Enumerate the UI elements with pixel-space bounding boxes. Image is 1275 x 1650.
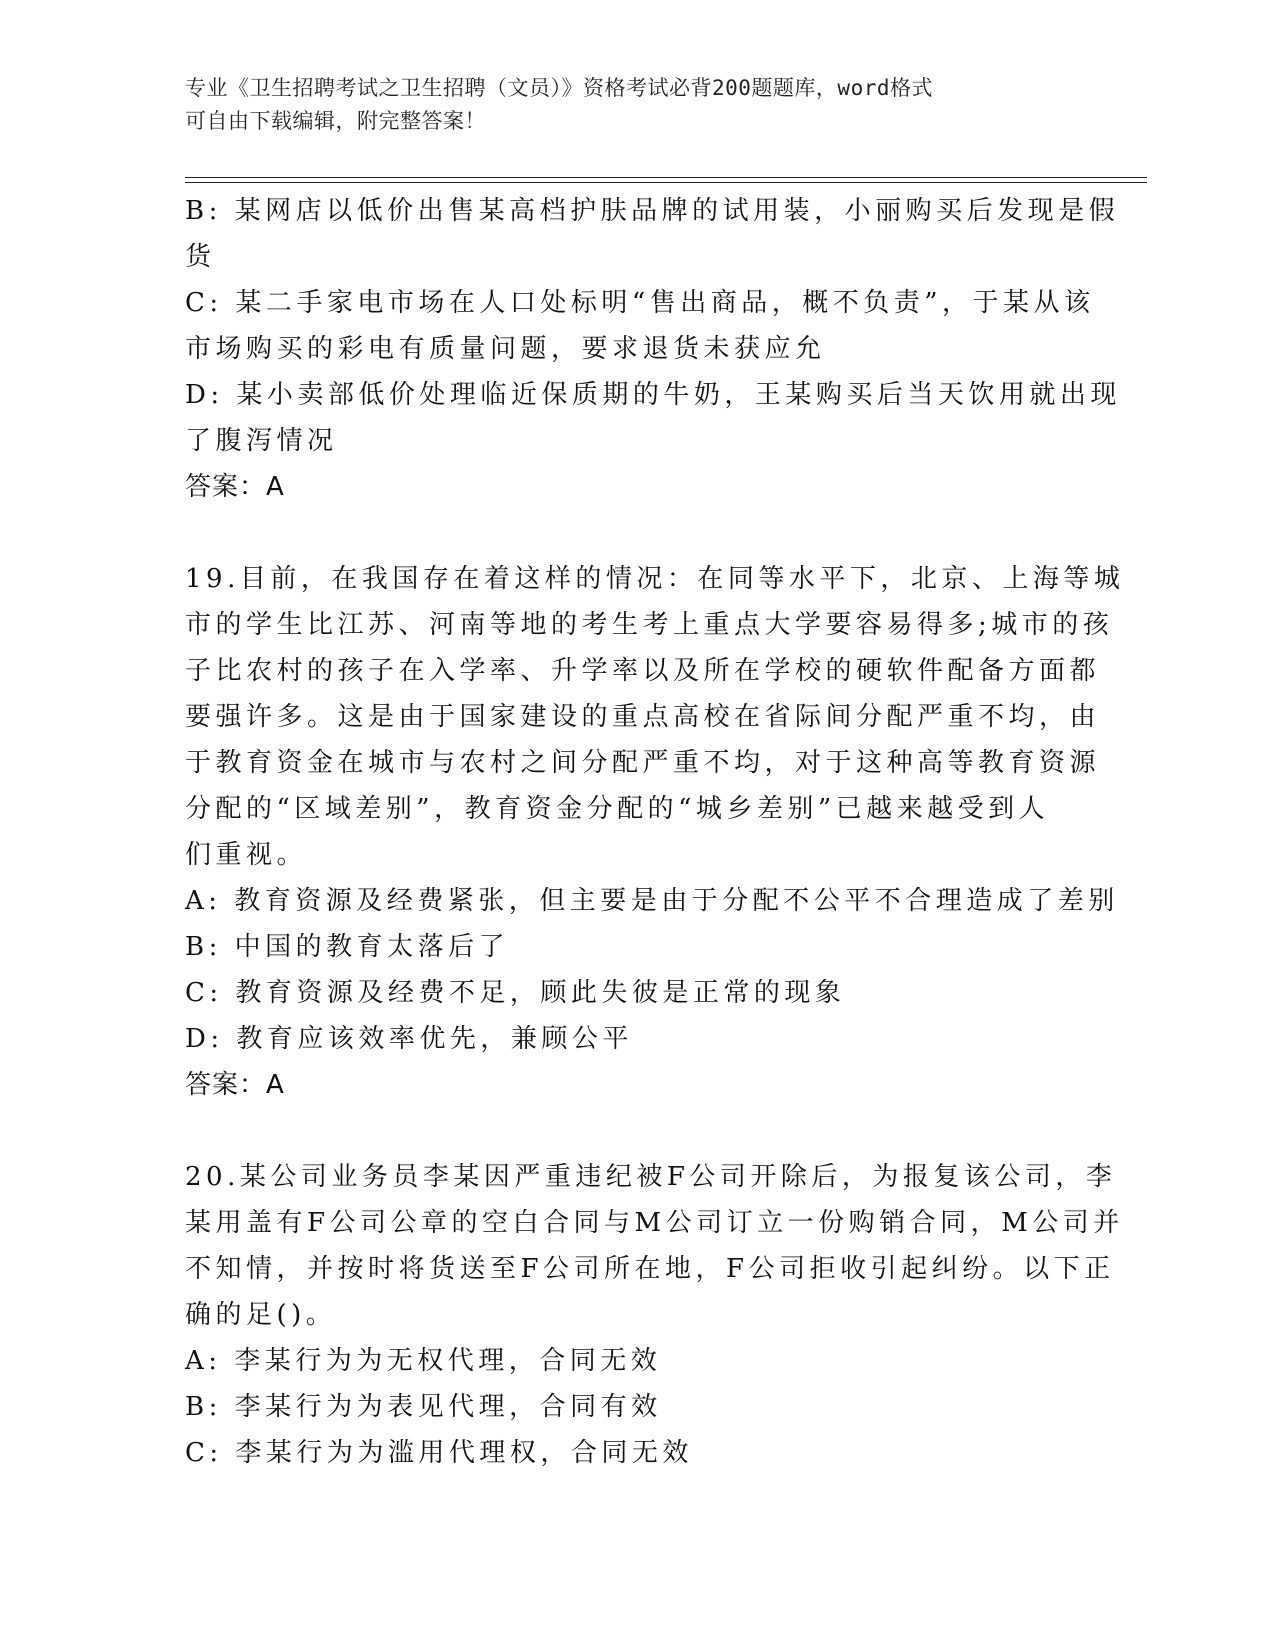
spacer [185,510,1085,556]
option-b-line-2: 货 [185,242,216,272]
question-stem-line: 20.某公司业务员李某因严重违纪被F公司开除后，为报复该公司，李 [185,1162,1117,1192]
header-divider-top [185,177,1147,178]
answer-19: 答案：A [185,1070,285,1100]
question-stem-line: 确的足()。 [185,1300,337,1330]
option-a: A: 李某行为为无权代理，合同无效 [185,1346,662,1376]
header-line-1: 专业《卫生招聘考试之卫生招聘（文员）》资格考试必背200题题库，word格式 [185,76,933,100]
option-c-line-1: C: 某二手家电市场在人口处标明“售出商品，概不负责”，于某从该 [185,288,1095,318]
option-d-line-2: 了腹泻情况 [185,426,338,456]
option-c-line-2: 市场购买的彩电有质量问题，要求退货未获应允 [185,334,826,364]
question-stem-line: 19.目前，在我国存在着这样的情况：在同等水平下，北京、上海等城 [185,564,1125,594]
option-c: C: 教育资源及经费不足，顾此失彼是正常的现象 [185,978,846,1008]
document-header [185,72,1065,138]
question-18-tail [185,188,1121,510]
option-c: C: 李某行为为滥用代理权，合同无效 [185,1438,693,1468]
option-b: B: 中国的教育太落后了 [185,932,510,962]
option-a: A: 教育资源及经费紧张，但主要是由于分配不公平不合理造成了差别 [185,886,1119,916]
answer-18: 答案：A [185,472,285,502]
option-b: B: 李某行为为表见代理，合同有效 [185,1392,662,1422]
header-line-2: 可自由下载编辑，附完整答案！ [185,109,486,133]
question-stem-line: 分配的“区域差别”，教育资金分配的“城乡差别”已越来越受到人 [185,794,1050,824]
document-body [185,188,1125,1476]
question-stem-line: 不知情，并按时将货送至F公司所在地，F公司拒收引起纠纷。以下正 [185,1254,1115,1284]
option-b-line-1: B: 某网店以低价出售某高档护肤品牌的试用装，小丽购买后发现是假 [185,196,1120,226]
question-stem-line: 子比农村的孩子在入学率、升学率以及所在学校的硬软件配备方面都 [185,656,1101,686]
question-stem-line: 市的学生比江苏、河南等地的考生考上重点大学要容易得多;城市的孩 [185,610,1114,640]
option-d: D: 教育应该效率优先，兼顾公平 [185,1024,633,1054]
spacer [185,1108,1085,1154]
question-stem-line: 于教育资金在城市与农村之间分配严重不均，对于这种高等教育资源 [185,748,1101,778]
option-d-line-1: D: 某小卖部低价处理临近保质期的牛奶，王某购买后当天饮用就出现 [185,380,1121,410]
question-stem-line: 们重视。 [185,840,308,870]
question-20 [185,1154,1124,1476]
question-stem-line: 要强许多。这是由于国家建设的重点高校在省际间分配严重不均，由 [185,702,1101,732]
question-19 [185,556,1125,1108]
header-divider-bottom [185,182,1147,183]
question-stem-line: 某用盖有F公司公章的空白合同与M公司订立一份购销合同，M公司并 [185,1208,1124,1238]
